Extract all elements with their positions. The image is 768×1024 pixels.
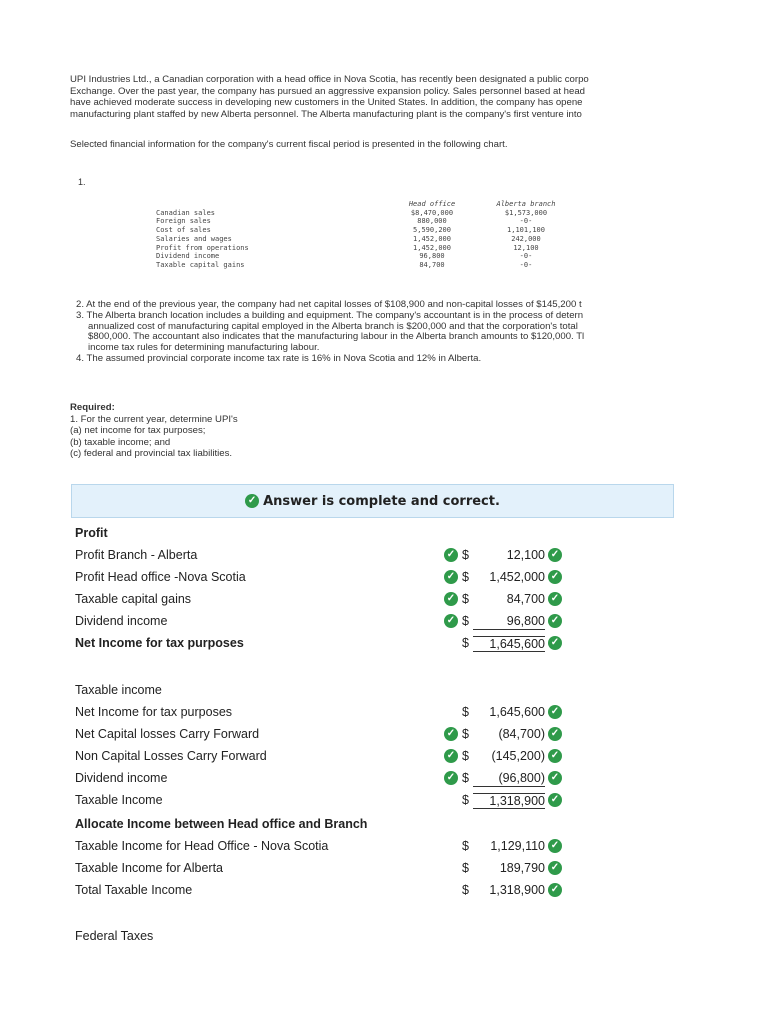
head-office-value: 880,000 (417, 217, 447, 226)
dollar-sign: $ (462, 548, 469, 562)
dollar-sign: $ (462, 861, 469, 875)
amount-input[interactable]: 96,800 (473, 614, 545, 630)
answer-row (75, 703, 570, 723)
check-circle-icon: ✓ (444, 614, 458, 628)
dollar-sign: $ (462, 771, 469, 785)
check-circle-icon: ✓ (444, 592, 458, 606)
head-office-value: 96,800 (419, 252, 445, 261)
row-label: Taxable Income (75, 793, 163, 807)
financial-info-table (156, 200, 586, 270)
dollar-sign: $ (462, 839, 469, 853)
numbered-points (76, 300, 670, 365)
row-label: Taxable Income for Head Office - Nova Scotia (75, 839, 329, 853)
row-label: Net Income for tax purposes (75, 636, 244, 650)
required-section (70, 402, 238, 460)
row-label: Non Capital Losses Carry Forward (75, 749, 267, 763)
alberta-value: -0- (519, 252, 533, 261)
answer-row (75, 568, 570, 588)
row-label: Canadian sales (156, 208, 216, 217)
row-label: Dividend income (156, 252, 220, 261)
row-label: Taxable Income for Alberta (75, 861, 223, 875)
point-3-line: income tax rules for determining manufacturing labour. (88, 343, 320, 354)
check-circle-icon: ✓ (444, 727, 458, 741)
head-office-header: Head office (408, 200, 456, 208)
check-circle-icon: ✓ (548, 636, 562, 650)
alberta-branch-header: Alberta branch (496, 200, 556, 208)
row-label: Foreign sales (156, 217, 211, 226)
head-office-value: 5,590,200 (413, 226, 451, 235)
table-row (156, 217, 586, 226)
check-circle-icon: ✓ (444, 570, 458, 584)
amount-input[interactable]: 1,452,000 (489, 570, 545, 584)
dollar-sign: $ (462, 592, 469, 606)
answer-row (75, 590, 570, 610)
answer-status-banner (71, 484, 674, 518)
head-office-value: 1,452,000 (413, 234, 451, 243)
table-row (156, 252, 586, 261)
table-row (156, 235, 586, 244)
profit-heading: Profit (75, 526, 108, 540)
dollar-sign: $ (462, 570, 469, 584)
allocate-heading: Allocate Income between Head office and Branch (75, 817, 368, 831)
intro-line: UPI Industries Ltd., a Canadian corporation with a head office in Nova Scotia, has recently been designated a public corpo (70, 74, 589, 85)
intro-line: manufacturing plant staffed by new Alberta personnel. The Alberta manufacturing plant is the company's first venture into (70, 108, 582, 120)
row-label: Salaries and wages (156, 234, 232, 243)
dollar-sign: $ (462, 727, 469, 741)
required-heading: Required: (70, 402, 115, 413)
answer-row (75, 859, 570, 879)
row-label: Dividend income (75, 614, 168, 628)
federal-taxes-heading: Federal Taxes (75, 929, 154, 943)
row-label: Total Taxable Income (75, 883, 193, 897)
amount-input[interactable]: (145,200) (491, 749, 545, 763)
check-circle-icon: ✓ (548, 705, 562, 719)
row-label: Profit Branch - Alberta (75, 548, 198, 562)
check-circle-icon: ✓ (444, 771, 458, 785)
check-circle-icon: ✓ (245, 494, 259, 508)
alberta-value: 1,101,100 (507, 226, 545, 235)
row-label: Dividend income (75, 771, 168, 785)
check-circle-icon: ✓ (548, 727, 562, 741)
check-circle-icon: ✓ (548, 592, 562, 606)
amount-value: 1,129,110 (490, 839, 545, 853)
check-circle-icon: ✓ (548, 614, 562, 628)
total-value: 1,645,600 (473, 636, 545, 652)
amount-input[interactable]: 84,700 (506, 592, 545, 606)
amount-input[interactable]: 12,100 (506, 548, 545, 562)
intro-paragraph (70, 74, 670, 120)
row-label: Cost of sales (156, 226, 211, 235)
answer-row (75, 612, 570, 632)
alberta-value: -0- (519, 217, 533, 226)
dollar-sign: $ (462, 614, 469, 628)
alberta-value: $1,573,000 (504, 208, 548, 217)
dollar-sign: $ (462, 705, 469, 719)
amount-value: 1,645,600 (489, 705, 545, 719)
dollar-sign: $ (462, 793, 469, 807)
required-line: 1. For the current year, determine UPI's (70, 413, 238, 425)
check-circle-icon: ✓ (444, 548, 458, 562)
check-circle-icon: ✓ (444, 749, 458, 763)
required-line: (b) taxable income; and (70, 436, 171, 448)
total-value: 1,318,900 (473, 793, 545, 809)
check-circle-icon: ✓ (548, 793, 562, 807)
net-income-row (75, 634, 570, 654)
point-3: 3. The Alberta branch location includes a building and equipment. The company's accountant is in the process of detern (76, 310, 584, 321)
item-number: 1. (78, 177, 86, 187)
point-3-line: annualized cost of manufacturing capital employed in the Alberta branch is $200,000 and that the corporation's total (88, 321, 578, 332)
answer-row (75, 769, 570, 789)
point-4: 4. The assumed provincial corporate income tax rate is 16% in Nova Scotia and 12% in Alberta. (76, 353, 482, 364)
check-circle-icon: ✓ (548, 749, 562, 763)
answer-status-text: Answer is complete and correct. (263, 493, 500, 509)
answer-row (75, 747, 570, 767)
row-label: Net Capital losses Carry Forward (75, 727, 260, 741)
selected-info-text: Selected financial information for the company's current fiscal period is presented in the following chart. (70, 139, 508, 150)
table-row (156, 244, 586, 253)
table-row (156, 226, 586, 235)
head-office-value: 84,700 (419, 260, 445, 269)
check-circle-icon: ✓ (548, 839, 562, 853)
required-line: (a) net income for tax purposes; (70, 425, 206, 437)
row-label: Profit from operations (156, 243, 249, 252)
row-label: Taxable capital gains (75, 592, 192, 606)
table-row (156, 261, 586, 270)
answer-row (75, 546, 570, 566)
check-circle-icon: ✓ (548, 861, 562, 875)
point-2: 2. At the end of the previous year, the company had net capital losses of $108,900 and non-capital losses of $145,200 t (76, 300, 582, 310)
answer-row (75, 881, 570, 901)
row-label: Profit Head office -Nova Scotia (75, 570, 246, 584)
check-circle-icon: ✓ (548, 548, 562, 562)
alberta-value: 12,100 (513, 243, 539, 252)
amount-value: 1,318,900 (489, 883, 545, 897)
check-circle-icon: ✓ (548, 883, 562, 897)
intro-line: have achieved moderate success in developing new customers in the United States. In addition, the company has opene (70, 97, 583, 109)
alberta-value: 242,000 (511, 234, 541, 243)
point-3-line: $800,000. The accountant also indicates that the manufacturing labour in the Alberta branch amounts to $120,000. Tl (88, 332, 585, 343)
dollar-sign: $ (462, 883, 469, 897)
intro-line: Exchange. Over the past year, the company has pursued an aggressive expansion policy. Sales personnel based at head (70, 85, 586, 97)
dollar-sign: $ (462, 636, 469, 650)
amount-input[interactable]: (96,800) (473, 771, 545, 787)
row-label: Taxable capital gains (156, 260, 245, 269)
amount-input[interactable]: (84,700) (498, 727, 545, 741)
answer-row (75, 837, 570, 857)
check-circle-icon: ✓ (548, 570, 562, 584)
check-circle-icon: ✓ (548, 771, 562, 785)
required-line: (c) federal and provincial tax liabilities. (70, 448, 233, 460)
row-label: Net Income for tax purposes (75, 705, 233, 719)
taxable-income-row (75, 791, 570, 811)
table-row (156, 209, 586, 218)
amount-value: 189,790 (499, 861, 545, 875)
head-office-value: 1,452,000 (413, 243, 451, 252)
answer-row (75, 725, 570, 745)
dollar-sign: $ (462, 749, 469, 763)
alberta-value: -0- (519, 260, 533, 269)
taxable-income-heading: Taxable income (75, 683, 162, 697)
head-office-value: $8,470,000 (410, 208, 454, 217)
